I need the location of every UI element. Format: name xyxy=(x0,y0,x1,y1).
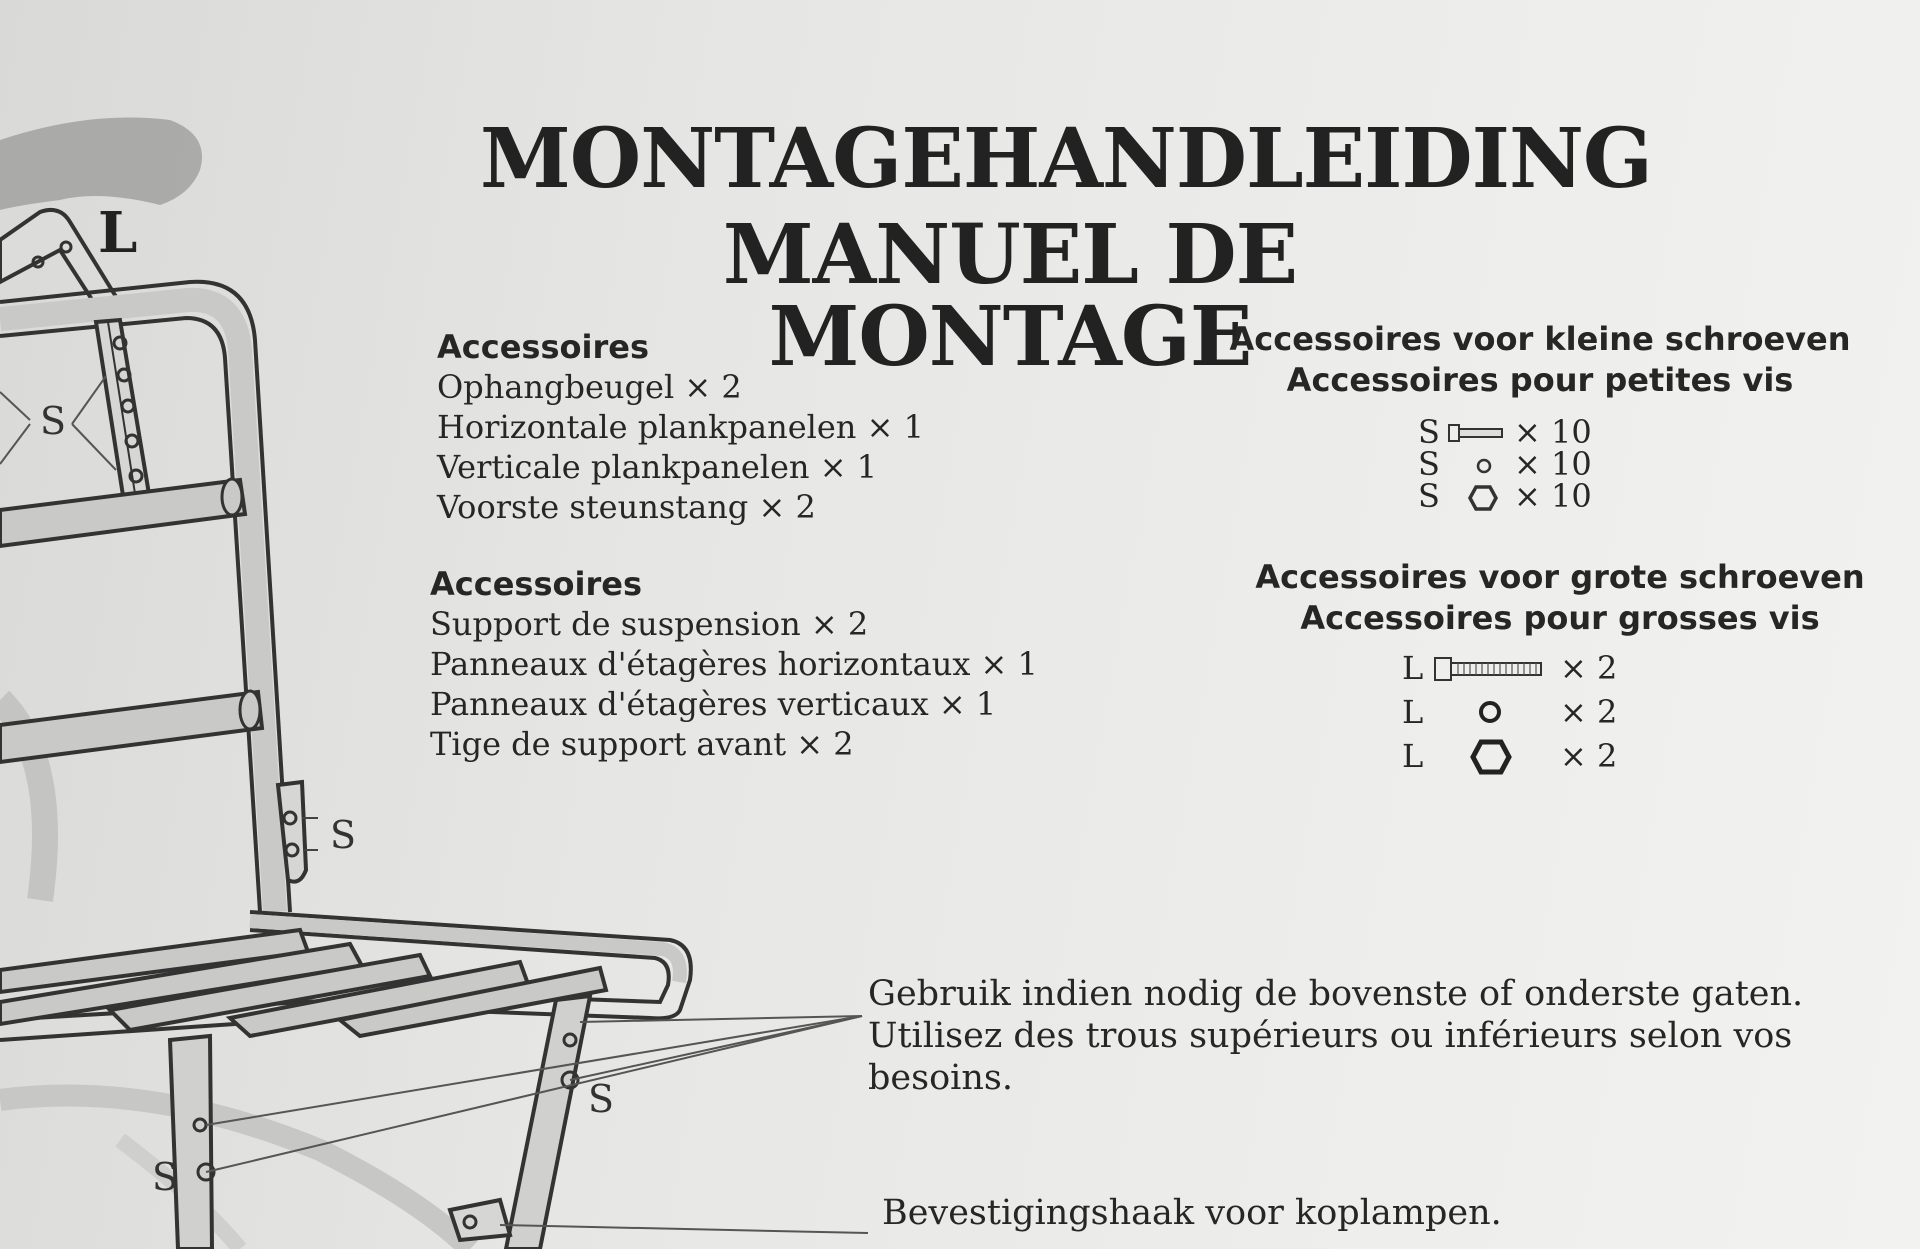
large-screws-heading-french: Accessoires pour grosses vis xyxy=(1300,599,1820,637)
list-item: Verticale plankpanelen × 1 xyxy=(437,448,878,486)
list-item: Ophangbeugel × 2 xyxy=(437,368,742,406)
holes-note-french: Utilisez des trous supérieurs ou inférieurs selon vos besoins. xyxy=(868,1016,1793,1098)
part-label: S xyxy=(1418,477,1440,515)
diagram-label-s-side: S xyxy=(330,813,357,857)
part-qty: × 10 xyxy=(1514,477,1592,515)
large-screws-heading-dutch: Accessoires voor grote schroeven xyxy=(1255,558,1865,596)
accessories-list-french xyxy=(430,564,1038,764)
headlight-bracket-note: Bevestigingshaak voor koplampen. xyxy=(882,1193,1502,1233)
diagram-label-s-front: S xyxy=(588,1077,615,1121)
large-washer-icon xyxy=(1476,698,1504,726)
accessories-heading: Accessoires xyxy=(437,328,649,366)
part-label: S xyxy=(1418,445,1440,483)
diagram-label-l: L xyxy=(98,200,138,266)
accessories-list-dutch xyxy=(437,327,924,527)
small-screws-heading-french: Accessoires pour petites vis xyxy=(1286,361,1794,399)
diagram-label-s-top: S xyxy=(40,399,67,443)
small-screws-heading xyxy=(1220,319,1860,401)
accessories-heading: Accessoires xyxy=(430,565,642,603)
small-washer-icon xyxy=(1474,456,1494,476)
holes-note-dutch: Gebruik indien nodig de bovenste of onderste gaten. xyxy=(868,974,1804,1014)
diagram-label-s-leg: S xyxy=(152,1155,179,1199)
part-label: L xyxy=(1402,693,1424,731)
list-item: Support de suspension × 2 xyxy=(430,605,869,643)
list-item: Panneaux d'étagères horizontaux × 1 xyxy=(430,645,1038,683)
large-screws-parts xyxy=(1402,649,1642,782)
small-screws-heading-dutch: Accessoires voor kleine schroeven xyxy=(1229,320,1851,358)
large-nut-icon xyxy=(1470,738,1512,776)
holes-note xyxy=(868,973,1920,1099)
list-item: Voorste steunstang × 2 xyxy=(437,488,816,526)
part-qty: × 10 xyxy=(1514,413,1592,451)
part-label: S xyxy=(1418,413,1440,451)
part-qty: × 2 xyxy=(1560,649,1618,687)
title-french: MANUEL DE MONTAGE xyxy=(722,207,1298,385)
large-bolt-icon xyxy=(1434,656,1544,682)
part-label: L xyxy=(1402,737,1424,775)
small-nut-icon xyxy=(1468,483,1498,513)
list-item: Horizontale plankpanelen × 1 xyxy=(437,408,924,446)
large-screws-heading xyxy=(1240,557,1880,639)
title-dutch: MONTAGEHANDLEIDING xyxy=(480,111,1652,207)
list-item: Panneaux d'étagères verticaux × 1 xyxy=(430,685,997,723)
list-item: Tige de support avant × 2 xyxy=(430,725,854,763)
small-screws-parts xyxy=(1418,413,1618,516)
part-qty: × 10 xyxy=(1514,445,1592,483)
part-qty: × 2 xyxy=(1560,737,1618,775)
part-qty: × 2 xyxy=(1560,693,1618,731)
small-bolt-icon xyxy=(1448,423,1504,443)
part-label: L xyxy=(1402,649,1424,687)
